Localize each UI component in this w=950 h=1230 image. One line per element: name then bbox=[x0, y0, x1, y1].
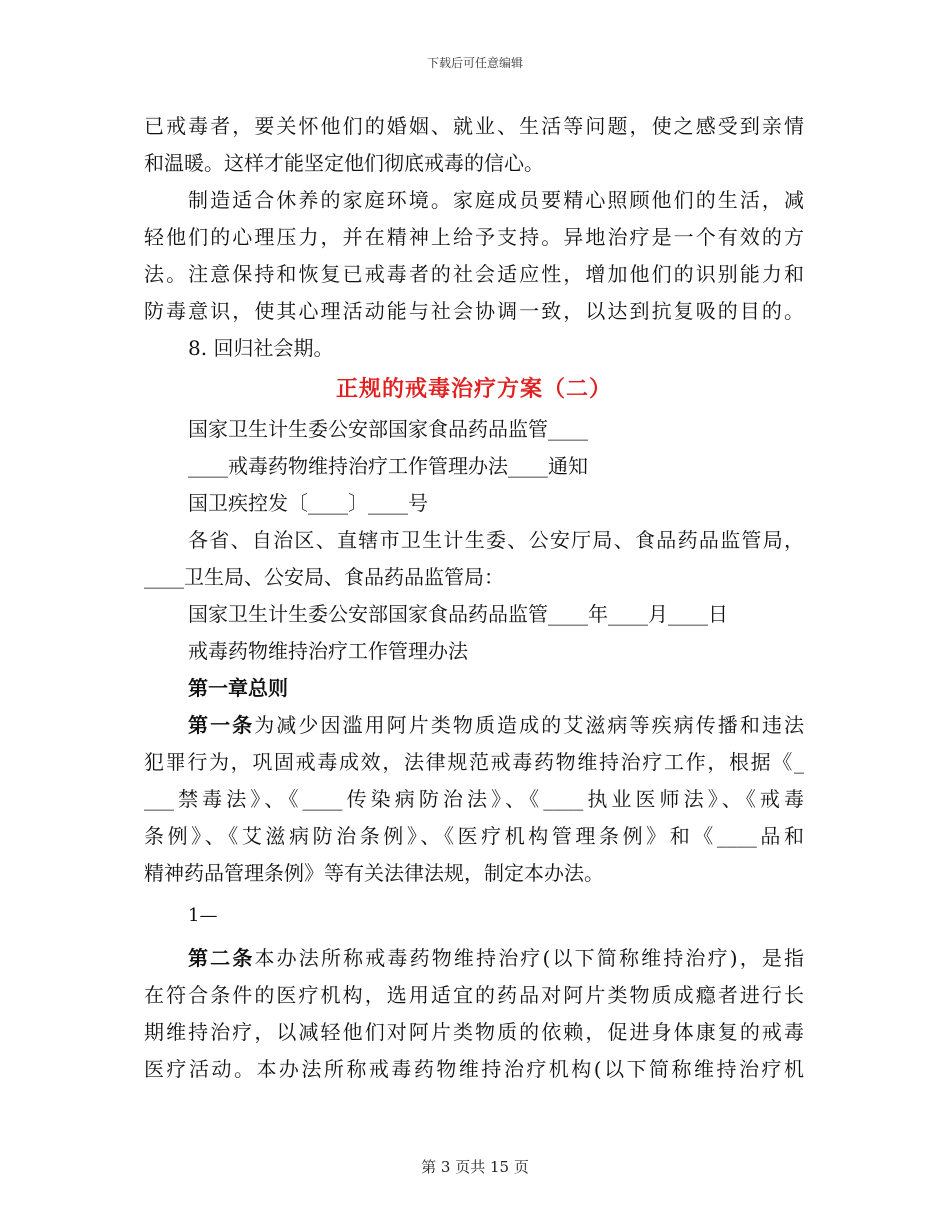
paragraph-line: 制造适合休养的家庭环境。家庭成员要精心照顾他们的生活，减 bbox=[188, 188, 804, 212]
article-2-line: 在符合条件的医疗机构，选用适宜的药品对阿片类物质成瘾者进行长 bbox=[144, 983, 804, 1007]
article-1-line: ___禁毒法》、《____传染病防治法》、《____执业医师法》、《戒毒 bbox=[144, 787, 804, 811]
paragraph-line: 轻他们的心理压力，并在精神上给予支持。异地治疗是一个有效的方 bbox=[144, 225, 804, 249]
notice-line: 国家卫生计生委公安部国家食品药品监管____ bbox=[188, 417, 588, 441]
document-body bbox=[144, 108, 804, 1088]
article-2-label: 第二条 bbox=[188, 946, 255, 970]
date-line: 国家卫生计生委公安部国家食品药品监管____年____月____日 bbox=[188, 602, 728, 626]
article-2-text: 本办法所称戒毒药物维持治疗(以下简称维持治疗)，是指 bbox=[254, 946, 805, 970]
addressee-line: 各省、自治区、直辖市卫生计生委、公安厅局、食品药品监管局， bbox=[188, 528, 804, 552]
document-title: 戒毒药物维持治疗工作管理办法 bbox=[188, 639, 468, 663]
notice-number: 国卫疾控发〔____〕____号 bbox=[188, 491, 428, 515]
article-1-line: 精神药品管理条例》等有关法律法规，制定本办法。 bbox=[144, 861, 604, 885]
section-title: 正规的戒毒治疗方案（二） bbox=[335, 376, 612, 402]
paragraph-line: 防毒意识，使其心理活动能与社会协调一致，以达到抗复吸的目的。 bbox=[144, 299, 804, 323]
article-1-line: 犯罪行为，巩固戒毒成效，法律规范戒毒药物维持治疗工作，根据《_ bbox=[144, 750, 804, 774]
page-header-note: 下载后可任意编辑 bbox=[426, 56, 523, 70]
article-1-label: 第一条 bbox=[188, 713, 255, 737]
article-1-line: 条例》、《艾滋病防治条例》、《医疗机构管理条例》和《____品和 bbox=[144, 824, 804, 848]
inline-page-number: 1— bbox=[188, 905, 218, 926]
list-item-8: 8. 回归社会期。 bbox=[188, 336, 334, 360]
page-footer: 第 3 页共 15 页 bbox=[421, 1158, 529, 1176]
paragraph-line: 和温暖。这样才能坚定他们彻底戒毒的信心。 bbox=[144, 151, 544, 175]
article-1-text: 为减少因滥用阿片类物质造成的艾滋病等疾病传播和违法 bbox=[254, 713, 805, 737]
article-2-line: 医疗活动。本办法所称戒毒药物维持治疗机构(以下简称维持治疗机 bbox=[144, 1057, 804, 1081]
notice-line: ____戒毒药物维持治疗工作管理办法____通知 bbox=[188, 454, 588, 478]
chapter-heading: 第一章总则 bbox=[188, 676, 288, 700]
article-2-line: 期维持治疗，以减轻他们对阿片类物质的依赖，促进身体康复的戒毒 bbox=[144, 1020, 804, 1044]
paragraph-line: 已戒毒者，要关怀他们的婚姻、就业、生活等问题，使之感受到亲情 bbox=[144, 114, 804, 138]
article-2-line bbox=[144, 940, 804, 977]
article-1-line bbox=[144, 707, 804, 744]
paragraph-line: 法。注意保持和恢复已戒毒者的社会适应性，增加他们的识别能力和 bbox=[144, 262, 804, 286]
addressee-line: ____卫生局、公安局、食品药品监管局： bbox=[144, 565, 504, 589]
